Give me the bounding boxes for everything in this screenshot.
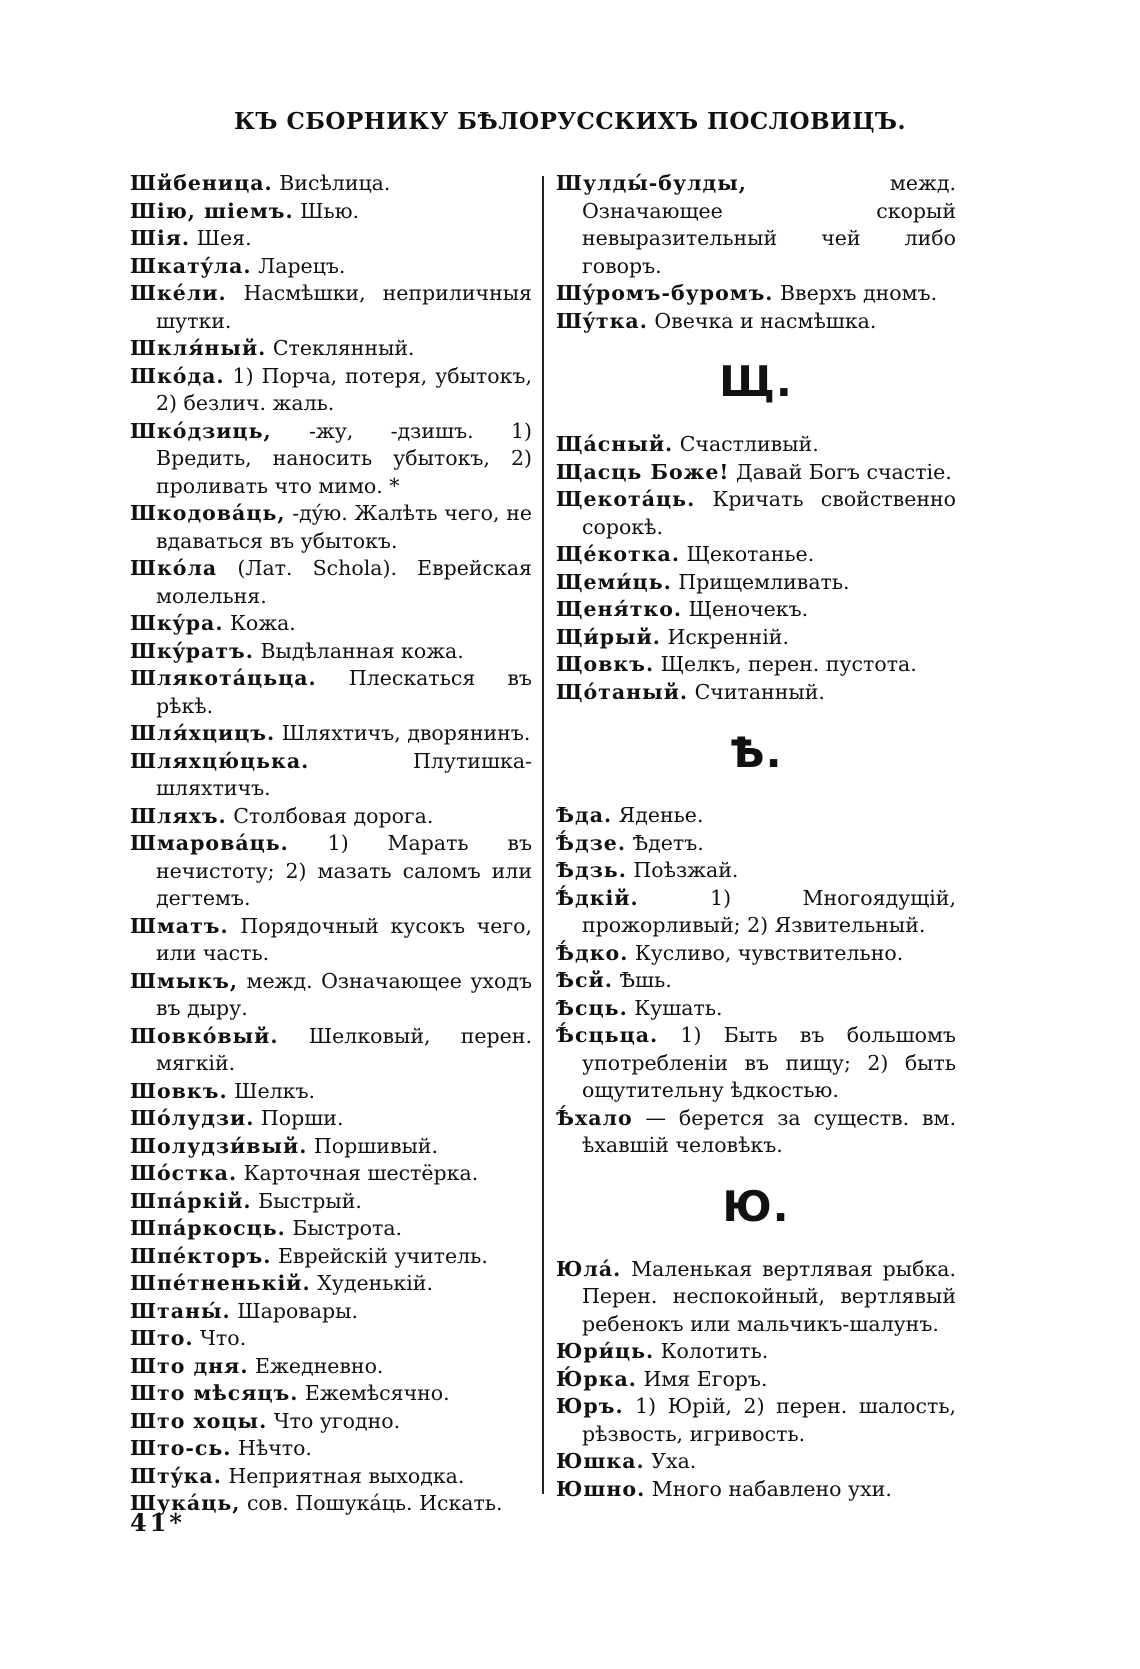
right-column — [556, 170, 956, 1503]
entry-definition: Ежедневно. — [255, 1353, 384, 1378]
entry-definition: Колотить. — [660, 1339, 769, 1363]
section-heading-yu: Ю. — [722, 1181, 790, 1231]
entry-definition: Ѣдетъ. — [632, 830, 704, 855]
dictionary-entry — [556, 541, 956, 569]
entry-definition: — берется за существ. вм. ѣхавшій человѣкъ. — [582, 1105, 956, 1157]
entry-definition: Щелкъ, перен. пустота. — [660, 652, 917, 676]
dictionary-entry — [130, 418, 532, 501]
entries-sh-continued — [556, 170, 956, 335]
entry-headword: Шпáркосць. — [130, 1216, 286, 1240]
entry-definition: Шью. — [300, 198, 360, 223]
entry-headword: Щекотáць. — [556, 487, 696, 511]
entry-definition: Поршивый. — [313, 1133, 438, 1158]
entry-headword: Юръ. — [556, 1394, 624, 1418]
dictionary-entry — [556, 857, 956, 885]
dictionary-entry — [130, 665, 532, 720]
entry-headword: Шматъ. — [130, 913, 229, 938]
entry-definition: Счастливый. — [679, 432, 819, 456]
entry-definition: Нѣчто. — [237, 1436, 312, 1460]
entry-definition: Быстрота. — [292, 1216, 403, 1240]
entry-headword: Шулды́-булды, — [556, 171, 747, 195]
entry-definition: 1) Многоядущій, прожорливый; 2) Язвительный. — [582, 885, 956, 937]
entry-headword: Што хоцы. — [130, 1408, 268, 1433]
entry-headword: Ѣ́хало — [556, 1105, 633, 1130]
entry-definition: межд. Означающее уходъ въ дыру. — [156, 968, 532, 1020]
entry-definition: Шелкъ. — [234, 1078, 316, 1103]
page-number: 41* — [130, 1508, 185, 1537]
entry-headword: Шлякотáцьца. — [130, 666, 317, 690]
entry-definition: Что. — [200, 1326, 247, 1350]
dictionary-entry — [130, 610, 532, 638]
entry-definition: Ежемѣсячно. — [304, 1381, 450, 1405]
entry-definition: Ѣшь. — [619, 968, 672, 992]
dictionary-entry — [556, 596, 956, 624]
dictionary-entry — [130, 968, 532, 1023]
entry-definition: Вверхъ дномъ. — [779, 281, 938, 305]
entry-definition: Искренній. — [667, 624, 789, 649]
dictionary-entry — [130, 1270, 532, 1298]
entry-headword: Шкатýла. — [130, 253, 252, 278]
dictionary-entry — [130, 170, 532, 198]
left-column — [130, 170, 532, 1518]
dictionary-entry — [130, 198, 532, 226]
entry-definition: Стеклянный. — [272, 336, 415, 360]
entry-definition: Ларецъ. — [258, 253, 346, 278]
dictionary-entry — [556, 651, 956, 679]
entry-headword: Щасць Боже! — [556, 459, 730, 484]
entry-headword: Шýтка. — [556, 308, 648, 333]
entry-headword: Шкóда. — [130, 363, 225, 388]
entry-headword: Шйбеница. — [130, 171, 273, 195]
entry-definition: Висѣлица. — [279, 171, 391, 195]
entry-definition: Шелковый, перен. мягкій. — [156, 1023, 532, 1075]
entry-headword: Ѣ́дзе. — [556, 830, 626, 855]
dictionary-entry — [556, 459, 956, 487]
entry-headword: Шкóдзиць, — [130, 418, 272, 443]
entry-definition: Порядочный кусокъ чего, или часть. — [156, 913, 532, 965]
entry-definition: Уха. — [651, 1449, 697, 1473]
entry-headword: Шля́хцицъ. — [130, 721, 276, 745]
dictionary-entry — [556, 280, 956, 308]
dictionary-entry — [556, 940, 956, 968]
entry-headword: Шовкъ. — [130, 1078, 228, 1103]
dictionary-entry — [130, 1463, 532, 1491]
dictionary-entry — [130, 1353, 532, 1381]
entry-headword: Ю́рка. — [556, 1366, 637, 1391]
section-heading-shch: Щ. — [719, 357, 793, 406]
dictionary-entry — [556, 1022, 956, 1105]
entry-headword: Шляхцю́цька. — [130, 748, 310, 773]
entry-headword: Што. — [130, 1326, 194, 1350]
entry-definition: Кушать. — [634, 995, 723, 1020]
entry-definition: -жу, -дзишъ. 1) Вредить, наносить убытокъ, 2) проливать что мимо. * — [156, 418, 532, 498]
dictionary-entry — [556, 1393, 956, 1448]
entry-definition: (Лат. Schola). Еврейская молельня. — [156, 556, 532, 608]
dictionary-entry — [130, 225, 532, 253]
entry-definition: Кричать свойственно сорокѣ. — [582, 487, 956, 539]
dictionary-entry — [556, 1476, 956, 1504]
entry-headword: Щи́рый. — [556, 624, 661, 649]
dictionary-entry — [130, 253, 532, 281]
dictionary-entry — [130, 500, 532, 555]
entry-headword: Ѣ́сцьца. — [556, 1023, 659, 1047]
entry-definition: 1) Юрій, 2) перен. шалость, рѣзвость, игривость. — [582, 1394, 956, 1446]
dictionary-entry — [130, 1435, 532, 1463]
dictionary-entry — [556, 1338, 956, 1366]
entry-definition: Шляхтичъ, дворянинъ. — [281, 721, 531, 745]
dictionary-entry — [130, 280, 532, 335]
entry-headword: Щовкъ. — [556, 652, 655, 676]
entry-headword: Ѣ́дкій. — [556, 885, 639, 910]
entry-definition: Много набавлено ухи. — [651, 1476, 892, 1501]
column-divider — [542, 176, 544, 1494]
dictionary-entry — [556, 569, 956, 597]
entry-headword: Юшно. — [556, 1476, 646, 1501]
entry-headword: Што дня. — [130, 1353, 249, 1378]
entry-definition: Неприятная выходка. — [228, 1463, 465, 1488]
dictionary-entry — [130, 1023, 532, 1078]
entries-yu — [556, 1256, 956, 1504]
dictionary-entry — [556, 885, 956, 940]
entry-definition: Еврейскій учитель. — [277, 1243, 488, 1268]
entries-yat — [556, 802, 956, 1160]
dictionary-entry — [556, 1105, 956, 1160]
dictionary-entry — [556, 624, 956, 652]
entry-headword: Шмаровáць. — [130, 831, 289, 855]
entry-headword: Шмыкъ, — [130, 968, 239, 993]
dictionary-entry — [556, 1256, 956, 1339]
dictionary-entry — [556, 431, 956, 459]
entry-headword: Шпéкторъ. — [130, 1243, 272, 1268]
dictionary-entry — [130, 1408, 532, 1436]
entry-headword: Шію, шіемъ. — [130, 198, 294, 223]
dictionary-entry — [556, 967, 956, 995]
entry-definition: Щекотанье. — [686, 542, 815, 566]
entry-headword: Ѣ́дко. — [556, 940, 629, 965]
entry-definition: -дýю. Жалѣть чего, не вдаваться въ убытокъ. — [156, 501, 532, 553]
entry-headword: Шкодовáць, — [130, 501, 286, 525]
entry-headword: Щóтаный. — [556, 679, 689, 704]
entry-headword: Шкéли. — [130, 281, 227, 305]
dictionary-entry — [556, 830, 956, 858]
entry-definition: Давай Богъ счастіе. — [735, 459, 952, 484]
dictionary-entry — [130, 803, 532, 831]
entry-headword: Што-сь. — [130, 1436, 232, 1460]
entry-headword: Шолудзи́вый. — [130, 1133, 308, 1158]
entry-definition: Маленькая вертлявая рыбка. Перен. неспокойный, вертлявый ребенокъ или мальчикъ-шалунъ. — [582, 1256, 956, 1336]
entry-definition: Худенькій. — [317, 1271, 433, 1295]
entry-definition: 1) Марать въ нечистоту; 2) мазать саломъ или дегтемъ. — [156, 831, 532, 910]
dictionary-entry — [130, 1078, 532, 1106]
entry-definition: Карточная шестёрка. — [243, 1161, 479, 1185]
entry-headword: Юри́ць. — [556, 1339, 655, 1363]
dictionary-entry — [130, 1490, 532, 1518]
entry-definition: межд. Означающее скорый невыразительный чей либо говоръ. — [582, 171, 956, 278]
dictionary-entry — [130, 1243, 532, 1271]
entry-headword: Щеми́ць. — [556, 569, 672, 594]
entry-definition: Кусливо, чувствительно. — [634, 940, 904, 965]
entry-headword: Шкýра. — [130, 611, 224, 635]
dictionary-entry — [130, 1380, 532, 1408]
dictionary-entry — [130, 830, 532, 913]
entry-headword: Юлá. — [556, 1256, 622, 1281]
entry-definition: Насмѣшки, неприличныя шутки. — [156, 281, 532, 333]
entry-definition: 1) Быть въ большомъ употребленіи въ пищу; 2) быть ощутительну ѣдкостью. — [582, 1023, 956, 1102]
entry-definition: Кожа. — [230, 611, 296, 635]
section-heading-yat: Ѣ. — [729, 728, 783, 777]
entry-headword: Юшка. — [556, 1449, 645, 1473]
dictionary-entry — [130, 1215, 532, 1243]
dictionary-entry — [130, 1160, 532, 1188]
dictionary-entry — [130, 913, 532, 968]
entry-headword: Щéкотка. — [556, 542, 680, 566]
entry-headword: Шпáркій. — [130, 1188, 252, 1213]
entry-headword: Шукáць, — [130, 1491, 241, 1515]
entry-definition: Считанный. — [694, 679, 825, 704]
dictionary-entry — [556, 679, 956, 707]
entry-headword: Шовкóвый. — [130, 1023, 279, 1048]
dictionary-entry — [556, 308, 956, 336]
entry-headword: Шкýратъ. — [130, 638, 254, 663]
entry-definition: Щеночекъ. — [688, 597, 809, 621]
entry-headword: Што мѣсяцъ. — [130, 1381, 299, 1405]
entry-definition: Столбовая дорога. — [233, 803, 434, 828]
entry-headword: Шія. — [130, 226, 191, 250]
entry-headword: Ѣдзь. — [556, 858, 627, 882]
dictionary-entry — [130, 335, 532, 363]
entry-headword: Штаны́. — [130, 1298, 231, 1323]
entry-headword: Шýромъ-буромъ. — [556, 281, 774, 305]
entry-definition: Порши. — [260, 1106, 344, 1130]
entry-headword: Щáсный. — [556, 432, 674, 456]
entry-headword: Шляхъ. — [130, 803, 227, 828]
entry-definition: Плескаться въ рѣкѣ. — [156, 666, 532, 718]
entry-definition: Выдѣланная кожа. — [260, 638, 464, 663]
entry-definition: Плутишка-шляхтичъ. — [156, 748, 532, 800]
dictionary-entry — [556, 170, 956, 280]
dictionary-entry — [556, 995, 956, 1023]
entry-headword: Шкóла — [130, 556, 218, 580]
dictionary-entry — [130, 1188, 532, 1216]
entry-headword: Ѣсць. — [556, 995, 628, 1020]
entry-headword: Штýка. — [130, 1463, 222, 1488]
entry-definition: Быстрый. — [258, 1188, 362, 1213]
entry-headword: Шóстка. — [130, 1161, 238, 1185]
entry-definition: Что угодно. — [273, 1408, 401, 1433]
dictionary-entry — [130, 638, 532, 666]
entry-definition: сов. Пошукáць. Искать. — [246, 1491, 503, 1515]
dictionary-entry — [130, 555, 532, 610]
entry-headword: Шпéтненькій. — [130, 1271, 311, 1295]
dictionary-entry — [130, 1133, 532, 1161]
dictionary-entry — [130, 748, 532, 803]
dictionary-entry — [130, 720, 532, 748]
dictionary-entry — [556, 486, 956, 541]
entry-headword: Ѣда. — [556, 803, 613, 827]
entry-headword: Шкля́ный. — [130, 336, 267, 360]
entry-definition: 1) Порча, потеря, убытокъ, 2) безлич. жаль. — [156, 363, 532, 415]
dictionary-entry — [130, 1298, 532, 1326]
dictionary-entry — [556, 1366, 956, 1394]
dictionary-entry — [130, 1325, 532, 1353]
page-header: КЪ СБОРНИКУ БѢЛОРУССКИХЪ ПОСЛОВИЦЪ. — [234, 108, 906, 135]
dictionary-entry — [556, 802, 956, 830]
entry-headword: Шóлудзи. — [130, 1106, 255, 1130]
entries-shch — [556, 431, 956, 706]
entry-definition: Овечка и насмѣшка. — [654, 308, 877, 333]
entry-definition: Имя Егоръ. — [643, 1366, 768, 1391]
entry-definition: Шаровары. — [237, 1298, 359, 1323]
dictionary-entry — [130, 363, 532, 418]
entry-definition: Яденье. — [618, 803, 704, 827]
entry-headword: Ѣсй. — [556, 968, 613, 992]
dictionary-entry — [130, 1105, 532, 1133]
entry-definition: Прищемливать. — [678, 569, 850, 594]
entry-definition: Поѣзжай. — [633, 858, 739, 882]
entry-headword: Щеня́тко. — [556, 597, 683, 621]
dictionary-entry — [556, 1448, 956, 1476]
entry-definition: Шея. — [196, 226, 252, 250]
